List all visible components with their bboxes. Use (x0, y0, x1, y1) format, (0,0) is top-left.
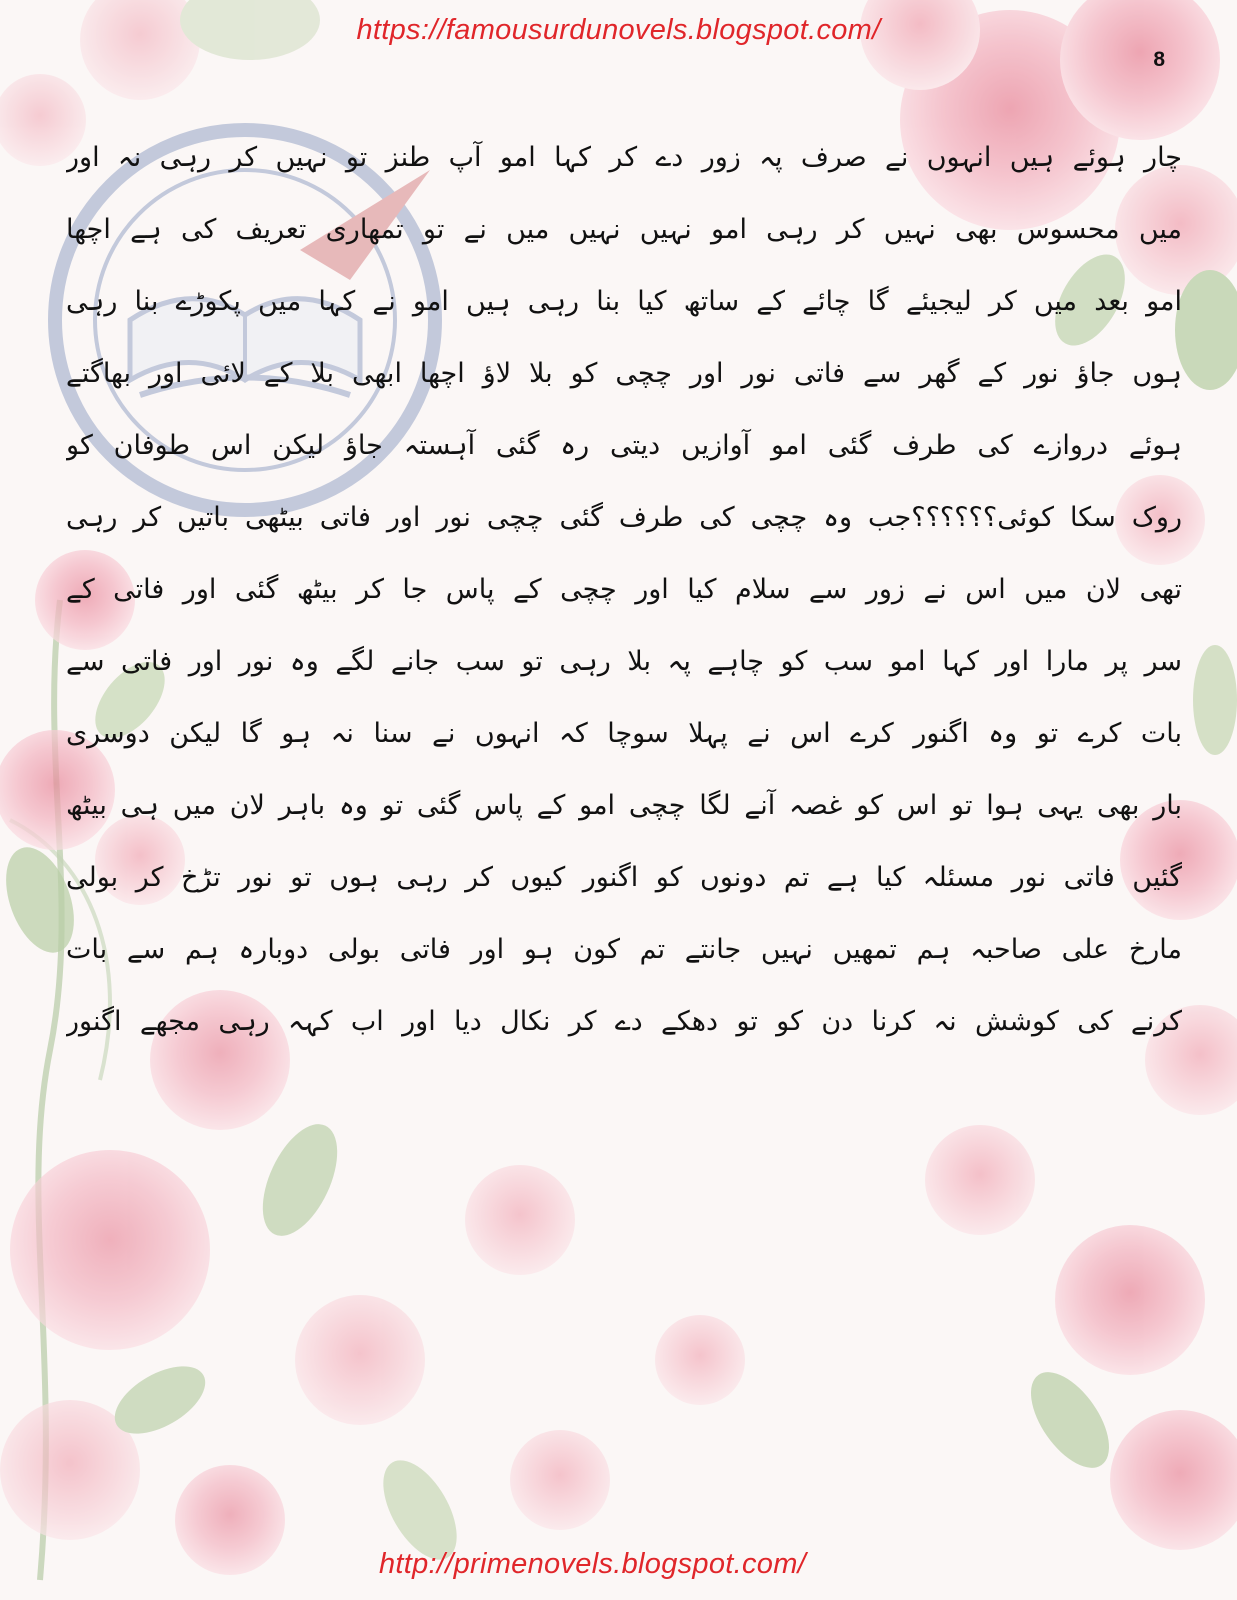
text-line: چار ہوئے ہیں انہوں نے صرف پہ زور دے کر کہا امو آپ طنز تو نہیں کر رہی نہ اور (66, 142, 1182, 173)
text-line: گئیں فاتی نور مسئلہ کیا ہے تم دونوں کو اگنور کیوں کر رہی ہوں تو نور تڑخ کر بولی (66, 862, 1182, 893)
text-line: میں محسوس بھی نہیں کر رہی امو نہیں نہیں میں نے تو تمھاری تعریف کی ہے اچھا (66, 214, 1182, 245)
text-line: مارخ علی صاحبہ ہم تمھیں نہیں جانتے تم کون ہو اور فاتی بولی دوبارہ ہم سے بات (66, 934, 1182, 965)
text-line: کرنے کی کوشش نہ کرنا دن کو تو دھکے دے کر نکال دیا اور اب کہہ رہی مجھے اگنور (66, 1006, 1182, 1037)
text-line: روک سکا کوئی؟؟؟؟؟؟جب وہ چچی کی طرف گئی چچی نور اور فاتی بیٹھی باتیں کر رہی (66, 502, 1182, 533)
text-line: بار بھی یہی ہوا تو اس کو غصہ آنے لگا چچی امو کے پاس گئی تو وہ باہر لان میں ہی بیٹھ (66, 790, 1182, 821)
page-number: 8 (1153, 48, 1165, 71)
text-line: ہوں جاؤ نور کے گھر سے فاتی نور اور چچی کو بلا لاؤ اچھا ابھی بلا کے لائی اور بھاگتے (66, 358, 1182, 389)
urdu-text-body (66, 122, 1182, 1058)
text-line: بات کرے تو وہ اگنور کرے اس نے پہلا سوچا کہ انہوں نے سنا نہ ہو گا لیکن دوسری (66, 718, 1182, 749)
text-line: امو بعد میں کر لیجیئے گا چائے کے ساتھ کیا بنا رہی ہیں امو نے کہا میں پکوڑے بنا رہی (66, 286, 1182, 317)
text-line: ہوئے دروازے کی طرف گئی امو آوازیں دیتی رہ گئی آہستہ جاؤ لیکن اس طوفان کو (66, 430, 1182, 461)
text-line: سر پر مارا اور کہا امو سب کو چاہے پہ بلا رہی تو سب جانے لگے وہ نور اور فاتی سے (66, 646, 1182, 677)
footer-blog-url[interactable]: http://primenovels.blogspot.com/ (378, 1548, 807, 1580)
header-blog-url[interactable]: https://famousurdunovels.blogspot.com/ (356, 14, 881, 46)
text-line: تھی لان میں اس نے زور سے سلام کیا اور چچی کے پاس جا کر بیٹھ گئی اور فاتی کے (66, 574, 1182, 605)
